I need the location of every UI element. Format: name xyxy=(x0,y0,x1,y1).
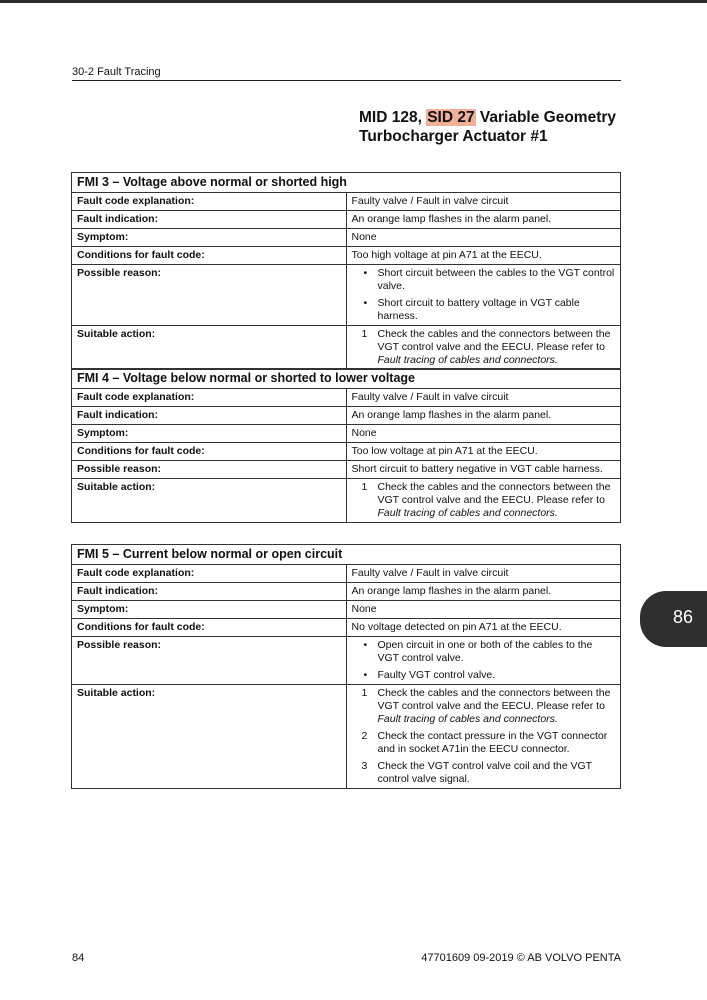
fmi-5-heading: FMI 5 – Current below normal or open circuit xyxy=(72,545,621,565)
action-list xyxy=(352,328,616,367)
list-item xyxy=(352,687,616,726)
bullet-icon: • xyxy=(363,639,368,651)
fmi-4-table xyxy=(71,368,621,523)
row-label: Fault code explanation: xyxy=(72,565,347,583)
table-row xyxy=(72,407,621,425)
row-value xyxy=(346,326,621,370)
row-label: Symptom: xyxy=(72,425,347,443)
row-value: No voltage detected on pin A71 at the EECU. xyxy=(346,619,621,637)
table-row xyxy=(72,601,621,619)
bullet-icon: • xyxy=(363,297,368,309)
reference-link-text: Fault tracing of cables and connectors. xyxy=(377,713,558,725)
reference-link-text: Fault tracing of cables and connectors. xyxy=(377,354,558,366)
list-item-text: Check the contact pressure in the VGT connector and in socket A71in the EECU connector. xyxy=(377,730,608,755)
list-item xyxy=(352,730,616,756)
table-row xyxy=(72,425,621,443)
list-item xyxy=(352,267,616,293)
reason-list xyxy=(352,267,616,323)
row-label: Fault indication: xyxy=(72,407,347,425)
table-row xyxy=(72,565,621,583)
step-number: 1 xyxy=(361,328,368,340)
row-label: Conditions for fault code: xyxy=(72,443,347,461)
row-value xyxy=(346,685,621,789)
table-row xyxy=(72,193,621,211)
row-value: None xyxy=(346,425,621,443)
title-prefix: MID 128, xyxy=(359,109,427,126)
title-suffix: Variable Geometry Turbocharger Actuator #1 xyxy=(359,109,617,145)
step-number: 2 xyxy=(361,730,368,742)
table-row xyxy=(72,389,621,407)
row-label: Suitable action: xyxy=(72,479,347,523)
table-row xyxy=(72,265,621,326)
table-row xyxy=(72,211,621,229)
list-item-text: Faulty VGT control valve. xyxy=(377,669,496,681)
list-item-text: Check the cables and the connectors between the VGT control valve and the EECU. Please refer to xyxy=(377,687,611,712)
row-value: Faulty valve / Fault in valve circuit xyxy=(346,389,621,407)
reference-link-text: Fault tracing of cables and connectors. xyxy=(377,507,558,519)
table-row xyxy=(72,326,621,370)
title-highlight: SID 27 xyxy=(427,109,475,126)
row-label: Symptom: xyxy=(72,601,347,619)
row-value: Short circuit to battery negative in VGT cable harness. xyxy=(346,461,621,479)
row-label: Fault indication: xyxy=(72,211,347,229)
row-label: Conditions for fault code: xyxy=(72,619,347,637)
row-label: Possible reason: xyxy=(72,461,347,479)
list-item-text: Short circuit to battery voltage in VGT cable harness. xyxy=(377,297,580,322)
row-label: Possible reason: xyxy=(72,265,347,326)
list-item xyxy=(352,760,616,786)
page-title xyxy=(359,108,629,146)
row-value: Faulty valve / Fault in valve circuit xyxy=(346,565,621,583)
action-list xyxy=(352,687,616,786)
row-label: Fault code explanation: xyxy=(72,193,347,211)
reason-list xyxy=(352,639,616,682)
row-value xyxy=(346,637,621,685)
table-row xyxy=(72,619,621,637)
action-list xyxy=(352,481,616,520)
row-value: Faulty valve / Fault in valve circuit xyxy=(346,193,621,211)
top-border xyxy=(0,0,707,3)
row-label: Suitable action: xyxy=(72,326,347,370)
step-number: 3 xyxy=(361,760,368,772)
table-row xyxy=(72,685,621,789)
list-item xyxy=(352,481,616,520)
row-value xyxy=(346,265,621,326)
bullet-icon: • xyxy=(363,669,368,681)
row-label: Possible reason: xyxy=(72,637,347,685)
table-row xyxy=(72,443,621,461)
row-label: Symptom: xyxy=(72,229,347,247)
bullet-icon: • xyxy=(363,267,368,279)
row-value: An orange lamp flashes in the alarm panel. xyxy=(346,583,621,601)
page-number: 84 xyxy=(72,952,85,964)
list-item xyxy=(352,328,616,367)
list-item xyxy=(352,639,616,665)
row-value: None xyxy=(346,229,621,247)
row-value: An orange lamp flashes in the alarm panel. xyxy=(346,211,621,229)
list-item xyxy=(352,669,616,682)
fmi-5-table xyxy=(71,544,621,789)
list-item-text: Check the cables and the connectors between the VGT control valve and the EECU. Please refer to xyxy=(377,481,611,506)
fmi-4-heading: FMI 4 – Voltage below normal or shorted to lower voltage xyxy=(72,369,621,389)
row-label: Fault code explanation: xyxy=(72,389,347,407)
list-item-text: Open circuit in one or both of the cables to the VGT control valve. xyxy=(377,639,593,664)
row-value: None xyxy=(346,601,621,619)
table-row xyxy=(72,229,621,247)
row-value: An orange lamp flashes in the alarm panel. xyxy=(346,407,621,425)
chapter-tab-label: 86 xyxy=(673,607,694,627)
table-row xyxy=(72,461,621,479)
row-label: Fault indication: xyxy=(72,583,347,601)
step-number: 1 xyxy=(361,481,368,493)
document-info: 47701609 09-2019 © AB VOLVO PENTA xyxy=(421,952,621,964)
fmi-3-table xyxy=(71,172,621,370)
list-item-text: Check the cables and the connectors between the VGT control valve and the EECU. Please refer to xyxy=(377,328,611,353)
list-item-text: Check the VGT control valve coil and the VGT control valve signal. xyxy=(377,760,592,785)
step-number: 1 xyxy=(361,687,368,699)
chapter-tab xyxy=(640,591,707,647)
header-rule xyxy=(72,80,621,81)
table-row xyxy=(72,583,621,601)
section-header: 30-2 Fault Tracing xyxy=(72,66,161,78)
fmi-3-heading: FMI 3 – Voltage above normal or shorted high xyxy=(72,173,621,193)
table-row xyxy=(72,637,621,685)
row-value xyxy=(346,479,621,523)
row-value: Too high voltage at pin A71 at the EECU. xyxy=(346,247,621,265)
row-label: Suitable action: xyxy=(72,685,347,789)
list-item-text: Short circuit between the cables to the VGT control valve. xyxy=(377,267,615,292)
list-item xyxy=(352,297,616,323)
row-value: Too low voltage at pin A71 at the EECU. xyxy=(346,443,621,461)
row-label: Conditions for fault code: xyxy=(72,247,347,265)
table-row xyxy=(72,479,621,523)
table-row xyxy=(72,247,621,265)
